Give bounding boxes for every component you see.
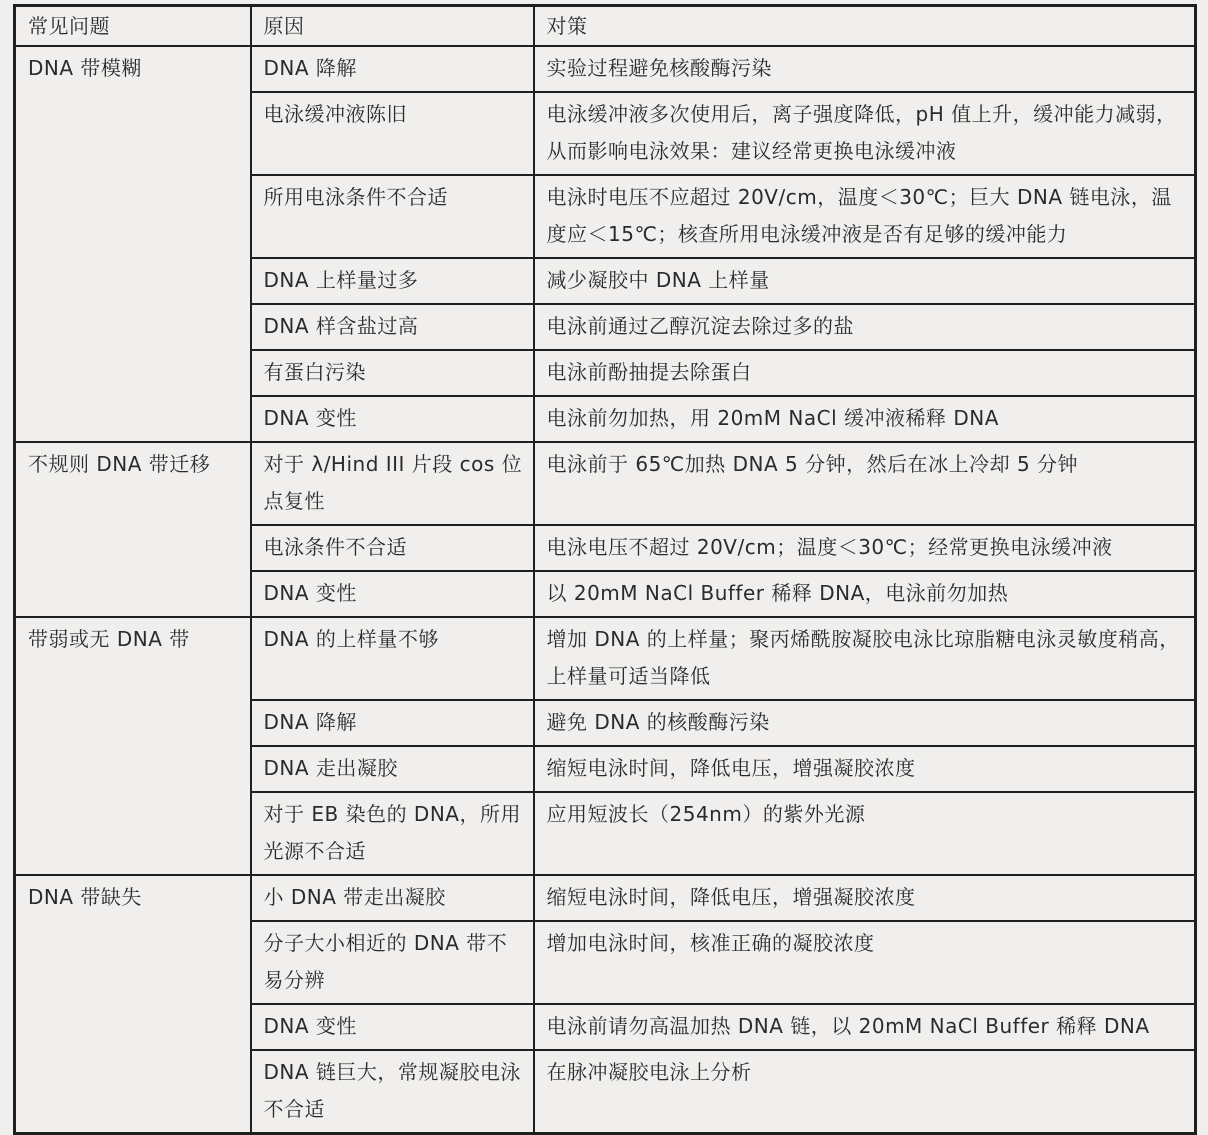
- solution-cell: 电泳缓冲液多次使用后，离子强度降低，pH 值上升，缓冲能力减弱，从而影响电泳效果：建议经常更换电泳缓冲液: [534, 92, 1196, 175]
- header-problem: 常见问题: [15, 6, 251, 47]
- cause-cell: 分子大小相近的 DNA 带不易分辨: [251, 921, 534, 1004]
- cause-cell: 小 DNA 带走出凝胶: [251, 875, 534, 921]
- cause-cell: DNA 变性: [251, 571, 534, 617]
- solution-cell: 电泳前勿加热，用 20mM NaCl 缓冲液稀释 DNA: [534, 396, 1196, 442]
- problem-cell: DNA 带缺失: [15, 875, 251, 1134]
- solution-cell: 增加 DNA 的上样量；聚丙烯酰胺凝胶电泳比琼脂糖电泳灵敏度稍高，上样量可适当降低: [534, 617, 1196, 700]
- cause-cell: 对于 λ/Hind III 片段 cos 位点复性: [251, 442, 534, 525]
- cause-cell: DNA 变性: [251, 1004, 534, 1050]
- table-row: [15, 46, 1196, 92]
- cause-cell: 有蛋白污染: [251, 350, 534, 396]
- problem-cell: 带弱或无 DNA 带: [15, 617, 251, 875]
- solution-cell: 以 20mM NaCl Buffer 稀释 DNA，电泳前勿加热: [534, 571, 1196, 617]
- cause-cell: DNA 变性: [251, 396, 534, 442]
- solution-cell: 实验过程避免核酸酶污染: [534, 46, 1196, 92]
- dna-electrophoresis-troubleshooting-table: [13, 4, 1197, 1135]
- cause-cell: 电泳缓冲液陈旧: [251, 92, 534, 175]
- cause-cell: 对于 EB 染色的 DNA，所用光源不合适: [251, 792, 534, 875]
- solution-cell: 电泳电压不超过 20V/cm；温度＜30℃；经常更换电泳缓冲液: [534, 525, 1196, 571]
- header-cause: 原因: [251, 6, 534, 47]
- problem-cell: DNA 带模糊: [15, 46, 251, 442]
- header-solution: 对策: [534, 6, 1196, 47]
- table-row: [15, 875, 1196, 921]
- cause-cell: DNA 上样量过多: [251, 258, 534, 304]
- cause-cell: DNA 降解: [251, 700, 534, 746]
- cause-cell: DNA 的上样量不够: [251, 617, 534, 700]
- cause-cell: DNA 走出凝胶: [251, 746, 534, 792]
- solution-cell: 电泳前通过乙醇沉淀去除过多的盐: [534, 304, 1196, 350]
- solution-cell: 减少凝胶中 DNA 上样量: [534, 258, 1196, 304]
- solution-cell: 电泳前酚抽提去除蛋白: [534, 350, 1196, 396]
- table-header-row: [15, 6, 1196, 47]
- solution-cell: 应用短波长（254nm）的紫外光源: [534, 792, 1196, 875]
- cause-cell: DNA 链巨大，常规凝胶电泳不合适: [251, 1050, 534, 1134]
- cause-cell: 所用电泳条件不合适: [251, 175, 534, 258]
- solution-cell: 在脉冲凝胶电泳上分析: [534, 1050, 1196, 1134]
- cause-cell: 电泳条件不合适: [251, 525, 534, 571]
- solution-cell: 电泳前于 65℃加热 DNA 5 分钟，然后在冰上冷却 5 分钟: [534, 442, 1196, 525]
- solution-cell: 缩短电泳时间，降低电压，增强凝胶浓度: [534, 875, 1196, 921]
- solution-cell: 增加电泳时间，核准正确的凝胶浓度: [534, 921, 1196, 1004]
- solution-cell: 缩短电泳时间，降低电压，增强凝胶浓度: [534, 746, 1196, 792]
- solution-cell: 电泳时电压不应超过 20V/cm，温度＜30℃；巨大 DNA 链电泳，温度应＜15℃；核查所用电泳缓冲液是否有足够的缓冲能力: [534, 175, 1196, 258]
- table-row: [15, 617, 1196, 700]
- cause-cell: DNA 降解: [251, 46, 534, 92]
- table-row: [15, 442, 1196, 525]
- cause-cell: DNA 样含盐过高: [251, 304, 534, 350]
- solution-cell: 电泳前请勿高温加热 DNA 链，以 20mM NaCl Buffer 稀释 DNA: [534, 1004, 1196, 1050]
- problem-cell: 不规则 DNA 带迁移: [15, 442, 251, 617]
- solution-cell: 避免 DNA 的核酸酶污染: [534, 700, 1196, 746]
